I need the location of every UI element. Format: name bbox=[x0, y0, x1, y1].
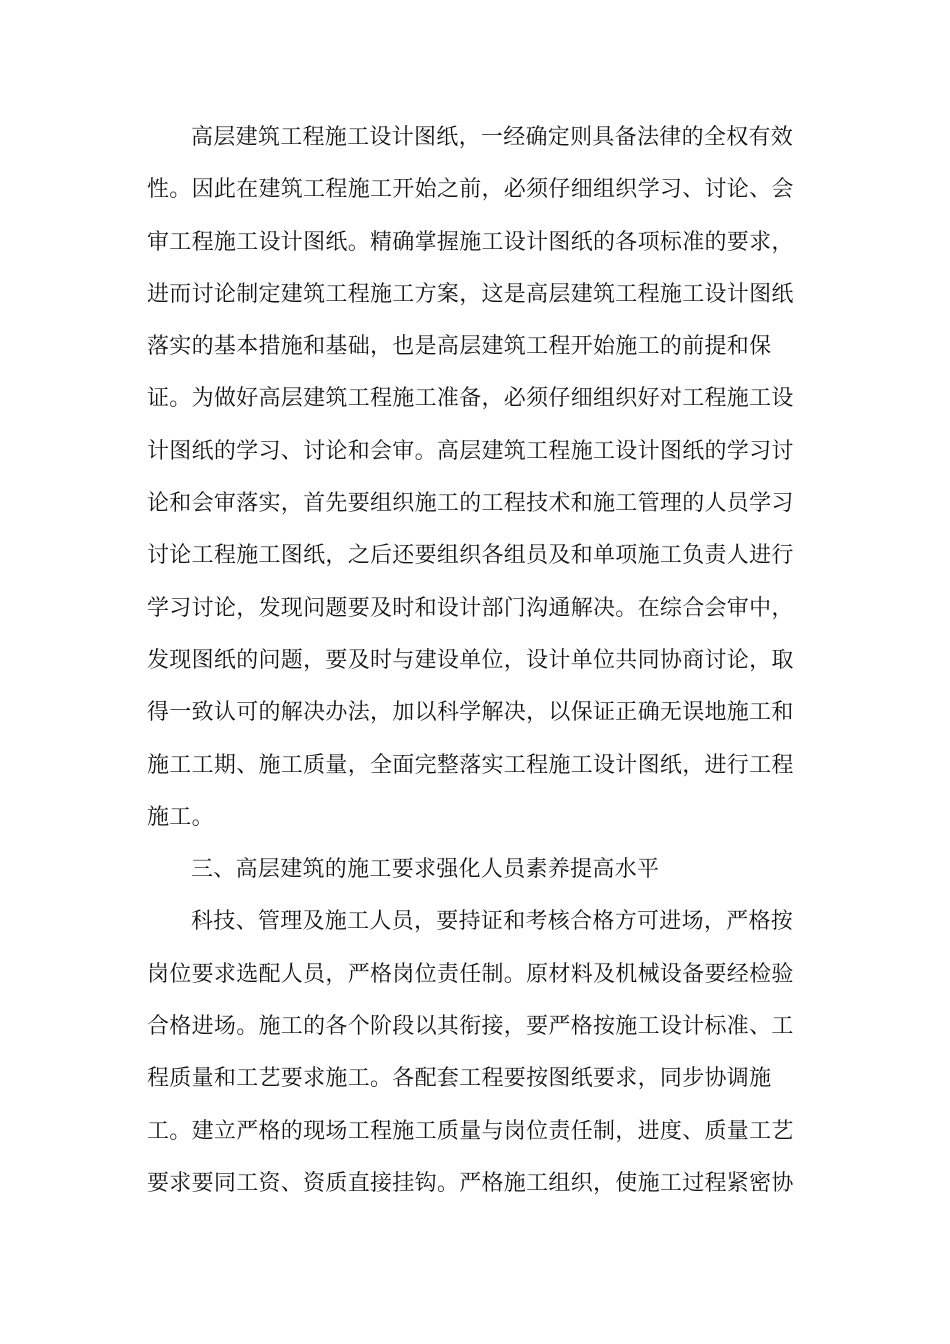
paragraph-line: 科技、管理及施工人员，要持证和考核合格方可进场，严格按 bbox=[191, 909, 794, 935]
paragraph-line: 审工程施工设计图纸。精确掌握施工设计图纸的各项标准的要求， bbox=[147, 229, 794, 255]
paragraph-line: 程质量和工艺要求施工。各配套工程要按图纸要求，同步协调施 bbox=[147, 1066, 772, 1092]
paragraph-line: 得一致认可的解决办法，加以科学解决，以保证正确无误地施工和 bbox=[147, 700, 794, 726]
paragraph-line: 工。建立严格的现场工程施工质量与岗位责任制，进度、质量工艺 bbox=[147, 1118, 794, 1144]
paragraph-line: 合格进场。施工的各个阶段以其衔接，要严格按施工设计标准、工 bbox=[147, 1014, 794, 1040]
paragraph-line: 要求要同工资、资质直接挂钩。严格施工组织，使施工过程紧密协 bbox=[147, 1170, 794, 1196]
paragraph-line: 施工工期、施工质量，全面完整落实工程施工设计图纸，进行工程 bbox=[147, 752, 794, 778]
paragraph-line: 岗位要求选配人员，严格岗位责任制。原材料及机械设备要经检验 bbox=[147, 961, 794, 987]
paragraph-line: 讨论工程施工图纸，之后还要组织各组员及和单项施工负责人进行 bbox=[147, 543, 794, 569]
paragraph-line: 证。为做好高层建筑工程施工准备，必须仔细组织好对工程施工设 bbox=[147, 386, 794, 412]
paragraph-1 bbox=[147, 114, 807, 846]
document-body bbox=[147, 114, 807, 1212]
section-heading: 三、高层建筑的施工要求强化人员素养提高水平 bbox=[191, 857, 660, 883]
paragraph-line: 性。因此在建筑工程施工开始之前，必须仔细组织学习、讨论、会 bbox=[147, 177, 794, 203]
paragraph-line: 学习讨论，发现问题要及时和设计部门沟通解决。在综合会审中， bbox=[147, 595, 794, 621]
paragraph-2 bbox=[147, 898, 807, 1212]
paragraph-line: 高层建筑工程施工设计图纸，一经确定则具备法律的全权有效 bbox=[191, 125, 794, 150]
paragraph-line: 计图纸的学习、讨论和会审。高层建筑工程施工设计图纸的学习讨 bbox=[147, 438, 794, 464]
paragraph-line: 施工。 bbox=[147, 804, 214, 830]
paragraph-line: 落实的基本措施和基础，也是高层建筑工程开始施工的前提和保 bbox=[147, 334, 772, 360]
paragraph-line: 发现图纸的问题，要及时与建设单位，设计单位共同协商讨论，取 bbox=[147, 647, 794, 673]
paragraph-line: 进而讨论制定建筑工程施工方案，这是高层建筑工程施工设计图纸 bbox=[147, 281, 794, 307]
paragraph-line: 论和会审落实，首先要组织施工的工程技术和施工管理的人员学习 bbox=[147, 491, 794, 517]
